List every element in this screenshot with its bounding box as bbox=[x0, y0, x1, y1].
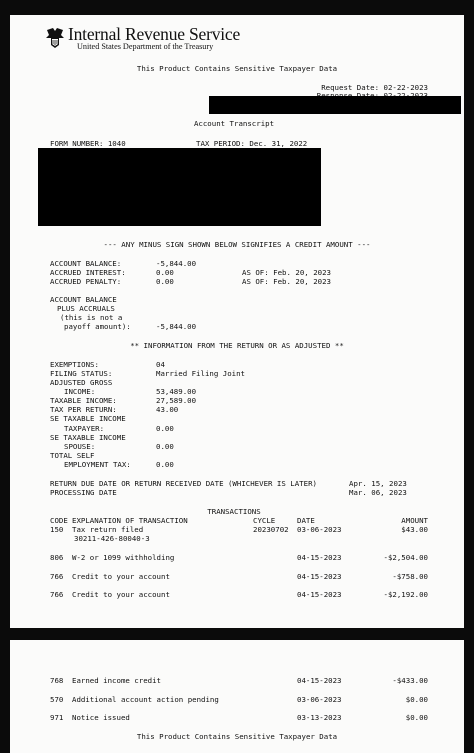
col-header-amount: AMOUNT bbox=[401, 516, 428, 525]
row-amount: $0.00 bbox=[405, 713, 428, 722]
sensitive-data-notice: This Product Contains Sensitive Taxpayer Data bbox=[136, 64, 338, 73]
row-code: 768 bbox=[50, 676, 64, 685]
agi-label-line-2: INCOME: bbox=[64, 387, 96, 396]
row-code: 570 bbox=[50, 695, 64, 704]
se-spouse-label-line-2: SPOUSE: bbox=[64, 442, 96, 451]
se-total-value: 0.00 bbox=[156, 460, 174, 469]
transcript-page-2 bbox=[10, 640, 464, 753]
row-date: 03-06-2023 bbox=[297, 525, 342, 534]
row-explanation: W-2 or 1099 withholding bbox=[72, 553, 175, 562]
row-code: 150 bbox=[50, 525, 64, 534]
se-total-label-line-1: TOTAL SELF bbox=[50, 451, 95, 460]
payoff-label-line-1: ACCOUNT BALANCE bbox=[50, 295, 117, 304]
row-explanation: Notice issued bbox=[72, 713, 130, 722]
agency-name: Internal Revenue Service bbox=[68, 24, 241, 44]
redaction-bar bbox=[209, 96, 461, 114]
row-date: 03-06-2023 bbox=[297, 695, 342, 704]
department-name: United States Department of the Treasury bbox=[77, 42, 214, 51]
agi-value: 53,489.00 bbox=[156, 387, 197, 396]
redaction-block bbox=[38, 148, 321, 226]
credit-sign-notice: --- ANY MINUS SIGN SHOWN BELOW SIGNIFIES A CREDIT AMOUNT --- bbox=[103, 240, 371, 249]
row-explanation: Earned income credit bbox=[72, 676, 161, 685]
accrued-interest-label: ACCRUED INTEREST: bbox=[50, 268, 126, 277]
tax-per-return-value: 43.00 bbox=[156, 405, 179, 414]
request-date: Request Date: 02-22-2023 bbox=[321, 83, 428, 92]
processing-date-label: PROCESSING DATE bbox=[50, 488, 117, 497]
row-explanation-detail: 30211-426-80040-3 bbox=[74, 534, 150, 543]
row-amount: $0.00 bbox=[405, 695, 428, 704]
form-number: FORM NUMBER: 1040 bbox=[50, 139, 126, 148]
row-date: 04-15-2023 bbox=[297, 676, 342, 685]
exemptions-label: EXEMPTIONS: bbox=[50, 360, 99, 369]
taxable-income-label: TAXABLE INCOME: bbox=[50, 396, 117, 405]
row-amount: -$2,504.00 bbox=[383, 553, 428, 562]
tax-period: TAX PERIOD: Dec. 31, 2022 bbox=[196, 139, 308, 148]
row-date: 04-15-2023 bbox=[297, 553, 342, 562]
row-date: 04-15-2023 bbox=[297, 590, 342, 599]
footer-sensitive-notice: This Product Contains Sensitive Taxpayer Data bbox=[136, 732, 338, 741]
transcript-page-1 bbox=[10, 15, 464, 628]
accrued-penalty-value: 0.00 bbox=[156, 277, 174, 286]
filing-status-value: Married Filing Joint bbox=[156, 369, 245, 378]
taxable-income-value: 27,589.00 bbox=[156, 396, 197, 405]
col-header-code: CODE bbox=[50, 516, 68, 525]
filing-status-label: FILING STATUS: bbox=[50, 369, 113, 378]
row-code: 766 bbox=[50, 590, 64, 599]
payoff-label-line-3: (this is not a bbox=[60, 313, 123, 322]
row-amount: -$2,192.00 bbox=[383, 590, 428, 599]
return-due-date-value: Apr. 15, 2023 bbox=[349, 479, 407, 488]
return-due-date-label: RETURN DUE DATE OR RETURN RECEIVED DATE (WHICHEVER IS LATER) bbox=[50, 479, 317, 488]
document-title: Account Transcript bbox=[193, 119, 275, 128]
irs-eagle-logo-icon bbox=[45, 27, 65, 49]
return-info-heading: ** INFORMATION FROM THE RETURN OR AS ADJUSTED ** bbox=[130, 341, 344, 350]
row-cycle: 20230702 bbox=[253, 525, 289, 534]
accrued-interest-value: 0.00 bbox=[156, 268, 174, 277]
account-balance-value: -5,844.00 bbox=[156, 259, 197, 268]
exemptions-value: 04 bbox=[156, 360, 165, 369]
se-taxpayer-label-line-2: TAXPAYER: bbox=[64, 424, 105, 433]
row-code: 766 bbox=[50, 572, 64, 581]
row-amount: $43.00 bbox=[401, 525, 428, 534]
tax-per-return-label: TAX PER RETURN: bbox=[50, 405, 117, 414]
payoff-label-line-4: payoff amount): bbox=[64, 322, 131, 331]
row-amount: -$758.00 bbox=[392, 572, 428, 581]
row-code: 971 bbox=[50, 713, 64, 722]
accrued-penalty-label: ACCRUED PENALTY: bbox=[50, 277, 122, 286]
col-header-explanation: EXPLANATION OF TRANSACTION bbox=[72, 516, 188, 525]
row-amount: -$433.00 bbox=[392, 676, 428, 685]
transactions-title: TRANSACTIONS bbox=[207, 507, 261, 516]
se-spouse-value: 0.00 bbox=[156, 442, 174, 451]
row-date: 04-15-2023 bbox=[297, 572, 342, 581]
se-taxpayer-label-line-1: SE TAXABLE INCOME bbox=[50, 414, 126, 423]
accrued-penalty-asof: AS OF: Feb. 20, 2023 bbox=[242, 277, 331, 286]
se-taxpayer-value: 0.00 bbox=[156, 424, 174, 433]
processing-date-value: Mar. 06, 2023 bbox=[349, 488, 407, 497]
col-header-date: DATE bbox=[297, 516, 315, 525]
agi-label-line-1: ADJUSTED GROSS bbox=[50, 378, 113, 387]
row-explanation: Tax return filed bbox=[72, 525, 144, 534]
row-code: 806 bbox=[50, 553, 64, 562]
se-spouse-label-line-1: SE TAXABLE INCOME bbox=[50, 433, 126, 442]
accrued-interest-asof: AS OF: Feb. 20, 2023 bbox=[242, 268, 331, 277]
payoff-value: -5,844.00 bbox=[156, 322, 197, 331]
se-total-label-line-2: EMPLOYMENT TAX: bbox=[64, 460, 131, 469]
payoff-label-line-2: PLUS ACCRUALS bbox=[57, 304, 115, 313]
col-header-cycle: CYCLE bbox=[253, 516, 276, 525]
row-explanation: Credit to your account bbox=[72, 590, 170, 599]
row-date: 03-13-2023 bbox=[297, 713, 342, 722]
row-explanation: Credit to your account bbox=[72, 572, 170, 581]
row-explanation: Additional account action pending bbox=[72, 695, 219, 704]
account-balance-label: ACCOUNT BALANCE: bbox=[50, 259, 122, 268]
